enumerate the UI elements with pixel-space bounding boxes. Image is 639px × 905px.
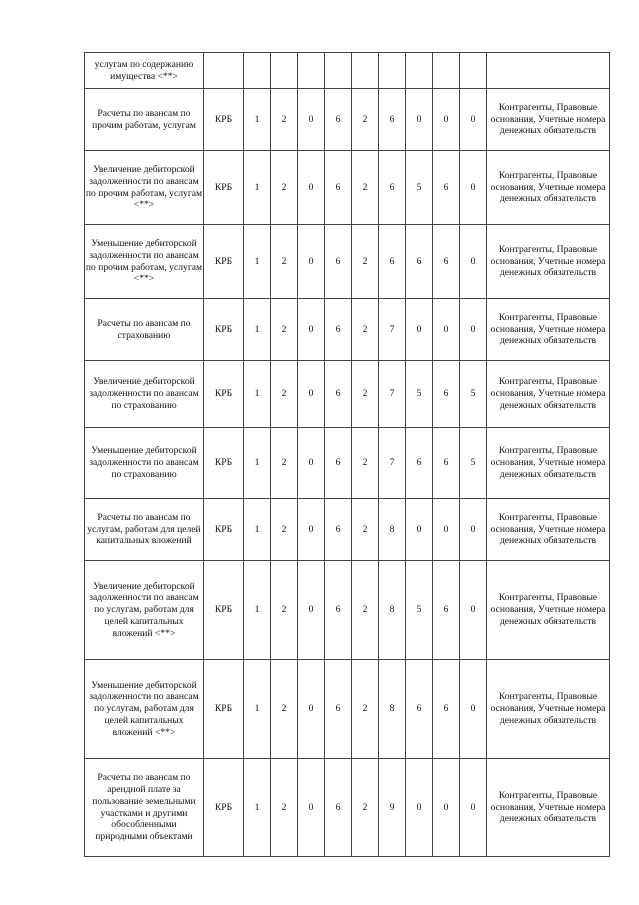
empty-cell xyxy=(460,53,487,89)
analytics-basis: Контрагенты, Правовые основания, Учетные номера денежных обязательств xyxy=(487,151,610,225)
account-name: Расчеты по авансам по страхованию xyxy=(85,299,204,361)
code-digit: 8 xyxy=(379,499,406,561)
analytics-basis: Контрагенты, Правовые основания, Учетные номера денежных обязательств xyxy=(487,561,610,660)
code-digit: 2 xyxy=(271,151,298,225)
code-digit: 0 xyxy=(298,499,325,561)
empty-cell xyxy=(352,53,379,89)
code-digit: 5 xyxy=(460,361,487,428)
code-digit: 0 xyxy=(298,759,325,857)
code-digit: 7 xyxy=(379,361,406,428)
analytics-basis: Контрагенты, Правовые основания, Учетные номера денежных обязательств xyxy=(487,499,610,561)
code-digit: 1 xyxy=(244,151,271,225)
code-digit: 0 xyxy=(460,151,487,225)
code-digit: 0 xyxy=(460,759,487,857)
code-digit: 0 xyxy=(298,225,325,299)
code-digit: 0 xyxy=(406,499,433,561)
code-digit: 2 xyxy=(271,499,298,561)
code-digit: 2 xyxy=(352,428,379,499)
code-digit: 0 xyxy=(433,299,460,361)
table-body xyxy=(85,53,610,857)
code-digit: 0 xyxy=(460,299,487,361)
account-type: КРБ xyxy=(204,299,244,361)
code-digit: 0 xyxy=(298,151,325,225)
code-digit: 6 xyxy=(325,561,352,660)
account-type: КРБ xyxy=(204,660,244,759)
code-digit: 2 xyxy=(352,225,379,299)
code-digit: 6 xyxy=(433,361,460,428)
code-digit: 6 xyxy=(325,151,352,225)
code-digit: 0 xyxy=(298,428,325,499)
code-digit: 6 xyxy=(325,759,352,857)
code-digit: 0 xyxy=(298,660,325,759)
code-digit: 1 xyxy=(244,89,271,151)
account-type: КРБ xyxy=(204,225,244,299)
code-digit: 6 xyxy=(433,151,460,225)
code-digit: 2 xyxy=(271,361,298,428)
empty-cell xyxy=(406,53,433,89)
code-digit: 7 xyxy=(379,428,406,499)
code-digit: 2 xyxy=(352,361,379,428)
account-type: КРБ xyxy=(204,561,244,660)
code-digit: 1 xyxy=(244,660,271,759)
table-row xyxy=(85,759,610,857)
code-digit: 5 xyxy=(460,428,487,499)
code-digit: 5 xyxy=(406,361,433,428)
code-digit: 1 xyxy=(244,561,271,660)
account-type: КРБ xyxy=(204,151,244,225)
code-digit: 2 xyxy=(271,299,298,361)
account-name: Уменьшение дебиторской задолженности по авансам по услугам, работам для целей капитальных вложений <**> xyxy=(85,660,204,759)
table-row xyxy=(85,89,610,151)
code-digit: 6 xyxy=(325,499,352,561)
code-digit: 6 xyxy=(325,660,352,759)
account-name: Уменьшение дебиторской задолженности по авансам по страхованию xyxy=(85,428,204,499)
account-name: Уменьшение дебиторской задолженности по авансам по прочим работам, услугам <**> xyxy=(85,225,204,299)
code-digit: 9 xyxy=(379,759,406,857)
code-digit: 1 xyxy=(244,225,271,299)
code-digit: 6 xyxy=(325,361,352,428)
code-digit: 8 xyxy=(379,561,406,660)
code-digit: 0 xyxy=(406,759,433,857)
code-digit: 2 xyxy=(352,561,379,660)
code-digit: 2 xyxy=(352,299,379,361)
account-name: Увеличение дебиторской задолженности по авансам по страхованию xyxy=(85,361,204,428)
table-row xyxy=(85,499,610,561)
table-row xyxy=(85,151,610,225)
code-digit: 6 xyxy=(325,225,352,299)
code-digit: 8 xyxy=(379,660,406,759)
account-name: Расчеты по авансам по арендной плате за пользование земельными участками и другими обособленными природными объектами xyxy=(85,759,204,857)
code-digit: 0 xyxy=(460,660,487,759)
account-name: Расчеты по авансам по прочим работам, услугам xyxy=(85,89,204,151)
code-digit: 6 xyxy=(406,660,433,759)
analytics-basis: Контрагенты, Правовые основания, Учетные номера денежных обязательств xyxy=(487,361,610,428)
code-digit: 5 xyxy=(406,561,433,660)
code-digit: 6 xyxy=(379,151,406,225)
code-digit: 6 xyxy=(406,428,433,499)
code-digit: 1 xyxy=(244,361,271,428)
code-digit: 0 xyxy=(433,759,460,857)
code-digit: 1 xyxy=(244,428,271,499)
table-row xyxy=(85,361,610,428)
code-digit: 0 xyxy=(298,89,325,151)
account-name: Расчеты по авансам по услугам, работам для целей капитальных вложений xyxy=(85,499,204,561)
code-digit: 6 xyxy=(379,89,406,151)
table-row xyxy=(85,225,610,299)
code-digit: 6 xyxy=(406,225,433,299)
analytics-basis: Контрагенты, Правовые основания, Учетные номера денежных обязательств xyxy=(487,428,610,499)
code-digit: 0 xyxy=(460,499,487,561)
analytics-basis: Контрагенты, Правовые основания, Учетные номера денежных обязательств xyxy=(487,759,610,857)
table-row xyxy=(85,660,610,759)
code-digit: 2 xyxy=(352,499,379,561)
code-digit: 6 xyxy=(325,299,352,361)
account-name: Увеличение дебиторской задолженности по авансам по услугам, работам для целей капитальных вложений <**> xyxy=(85,561,204,660)
account-type: КРБ xyxy=(204,361,244,428)
table-row xyxy=(85,428,610,499)
code-digit: 6 xyxy=(379,225,406,299)
code-digit: 6 xyxy=(433,428,460,499)
analytics-basis: Контрагенты, Правовые основания, Учетные номера денежных обязательств xyxy=(487,89,610,151)
code-digit: 7 xyxy=(379,299,406,361)
code-digit: 2 xyxy=(271,428,298,499)
code-digit: 0 xyxy=(298,561,325,660)
code-digit: 0 xyxy=(460,561,487,660)
analytics-basis: Контрагенты, Правовые основания, Учетные номера денежных обязательств xyxy=(487,299,610,361)
code-digit: 2 xyxy=(271,561,298,660)
code-digit: 0 xyxy=(433,89,460,151)
code-digit: 1 xyxy=(244,759,271,857)
account-type: КРБ xyxy=(204,759,244,857)
table-row xyxy=(85,561,610,660)
code-digit: 2 xyxy=(352,151,379,225)
code-digit: 0 xyxy=(298,299,325,361)
code-digit: 6 xyxy=(433,561,460,660)
code-digit: 2 xyxy=(271,660,298,759)
code-digit: 0 xyxy=(460,225,487,299)
account-name: услугам по содержанию имущества <**> xyxy=(85,53,204,89)
empty-cell xyxy=(271,53,298,89)
code-digit: 0 xyxy=(460,89,487,151)
empty-cell xyxy=(379,53,406,89)
accounts-table xyxy=(84,52,610,857)
account-name: Увеличение дебиторской задолженности по авансам по прочим работам, услугам <**> xyxy=(85,151,204,225)
code-digit: 0 xyxy=(298,361,325,428)
account-type: КРБ xyxy=(204,499,244,561)
empty-cell xyxy=(204,53,244,89)
analytics-basis: Контрагенты, Правовые основания, Учетные номера денежных обязательств xyxy=(487,225,610,299)
empty-cell xyxy=(325,53,352,89)
code-digit: 1 xyxy=(244,499,271,561)
table-row-continuation xyxy=(85,53,610,89)
code-digit: 5 xyxy=(406,151,433,225)
code-digit: 1 xyxy=(244,299,271,361)
code-digit: 0 xyxy=(406,89,433,151)
account-type: КРБ xyxy=(204,89,244,151)
code-digit: 2 xyxy=(352,759,379,857)
code-digit: 2 xyxy=(352,89,379,151)
code-digit: 0 xyxy=(433,499,460,561)
code-digit: 0 xyxy=(406,299,433,361)
table-row xyxy=(85,299,610,361)
empty-cell xyxy=(244,53,271,89)
code-digit: 2 xyxy=(271,89,298,151)
code-digit: 6 xyxy=(325,89,352,151)
empty-cell xyxy=(487,53,610,89)
analytics-basis: Контрагенты, Правовые основания, Учетные номера денежных обязательств xyxy=(487,660,610,759)
code-digit: 2 xyxy=(352,660,379,759)
code-digit: 6 xyxy=(433,225,460,299)
empty-cell xyxy=(298,53,325,89)
code-digit: 6 xyxy=(433,660,460,759)
code-digit: 6 xyxy=(325,428,352,499)
code-digit: 2 xyxy=(271,225,298,299)
code-digit: 2 xyxy=(271,759,298,857)
empty-cell xyxy=(433,53,460,89)
account-type: КРБ xyxy=(204,428,244,499)
